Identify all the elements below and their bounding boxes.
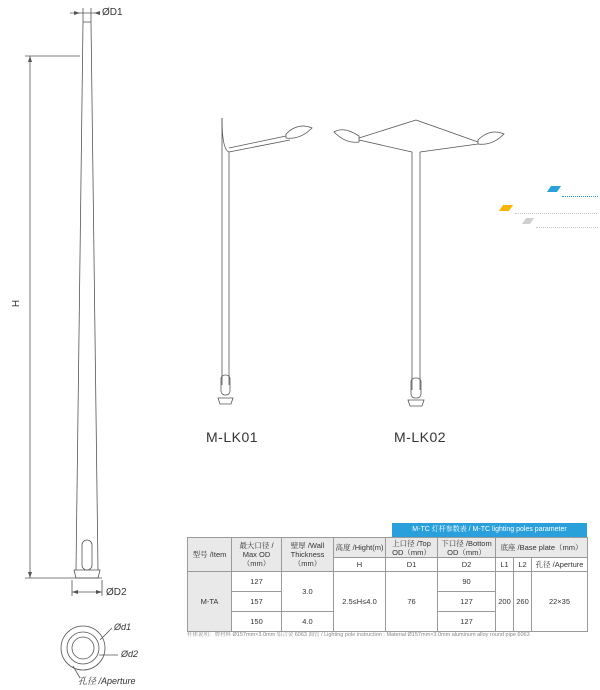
header-top-od: 上口径 /Top OD（mm） [386,538,438,558]
header-base-plate: 底座 /Base plate（mm） [496,538,588,558]
model-label-lk01: M-LK01 [206,429,259,445]
accent-dash-blue [562,196,598,197]
table-row [188,572,588,592]
height-label: H [11,299,23,308]
outer-diameter-label: Ød2 [121,649,139,659]
cell-l2: 260 [514,572,532,632]
subheader-l2: L2 [514,558,532,572]
cell-top-od: 76 [386,572,438,632]
cell-l1: 200 [496,572,514,632]
cell-max-od: 127 [232,572,282,592]
aperture-label: 孔径 /Aperture [78,676,136,686]
cell-max-od: 157 [232,592,282,612]
cell-max-od: 150 [232,612,282,632]
cell-height: 2.5≤H≤4.0 [334,572,386,632]
cell-bottom-od: 127 [438,612,496,632]
header-height: 高度 /Hight(m) [334,538,386,558]
subheader-height: H [334,558,386,572]
header-item: 型号 /Item [188,538,232,572]
subheader-top-od: D1 [386,558,438,572]
header-wall-label: 壁厚 /Wall [290,541,325,550]
cell-bottom-od: 127 [438,592,496,612]
cell-item: M-TA [188,572,232,632]
model-label-lk02: M-LK02 [394,429,447,445]
cell-bottom-od: 90 [438,572,496,592]
header-wall [282,538,334,572]
header-max-od: 最大口径 / Max OD（mm） [232,538,282,572]
inner-diameter-label: Ød1 [114,622,132,632]
subheader-aperture: 孔径 /Aperture [532,558,588,572]
cell-aperture: 22×35 [532,572,588,632]
header-bottom-od: 下口径 /Bottom OD（mm） [438,538,496,558]
accent-dash-gray [536,227,598,228]
cell-wall: 3.0 [282,572,334,612]
subheader-l1: L1 [496,558,514,572]
spec-grid [187,537,588,632]
bottom-diameter-label: ØD2 [106,587,127,598]
header-wall-unit: Thickness（mm） [290,550,325,568]
instruction-note: 杆体说明：牌材料 Ø157mm×3.0mm 铝合金 6063 圆管 / Lighting pole instruction : Material Ø157mm×3.0mm aluminum alloy round pipe 6063 [187,632,530,638]
accent-dash-yellow [515,213,597,214]
top-diameter-label: ØD1 [102,7,123,18]
spec-table-title: M-TC 灯杆参数表 / M-TC lighting poles parameter [392,523,587,537]
spec-table [187,523,587,632]
subheader-bottom-od: D2 [438,558,496,572]
cell-wall: 4.0 [282,612,334,632]
